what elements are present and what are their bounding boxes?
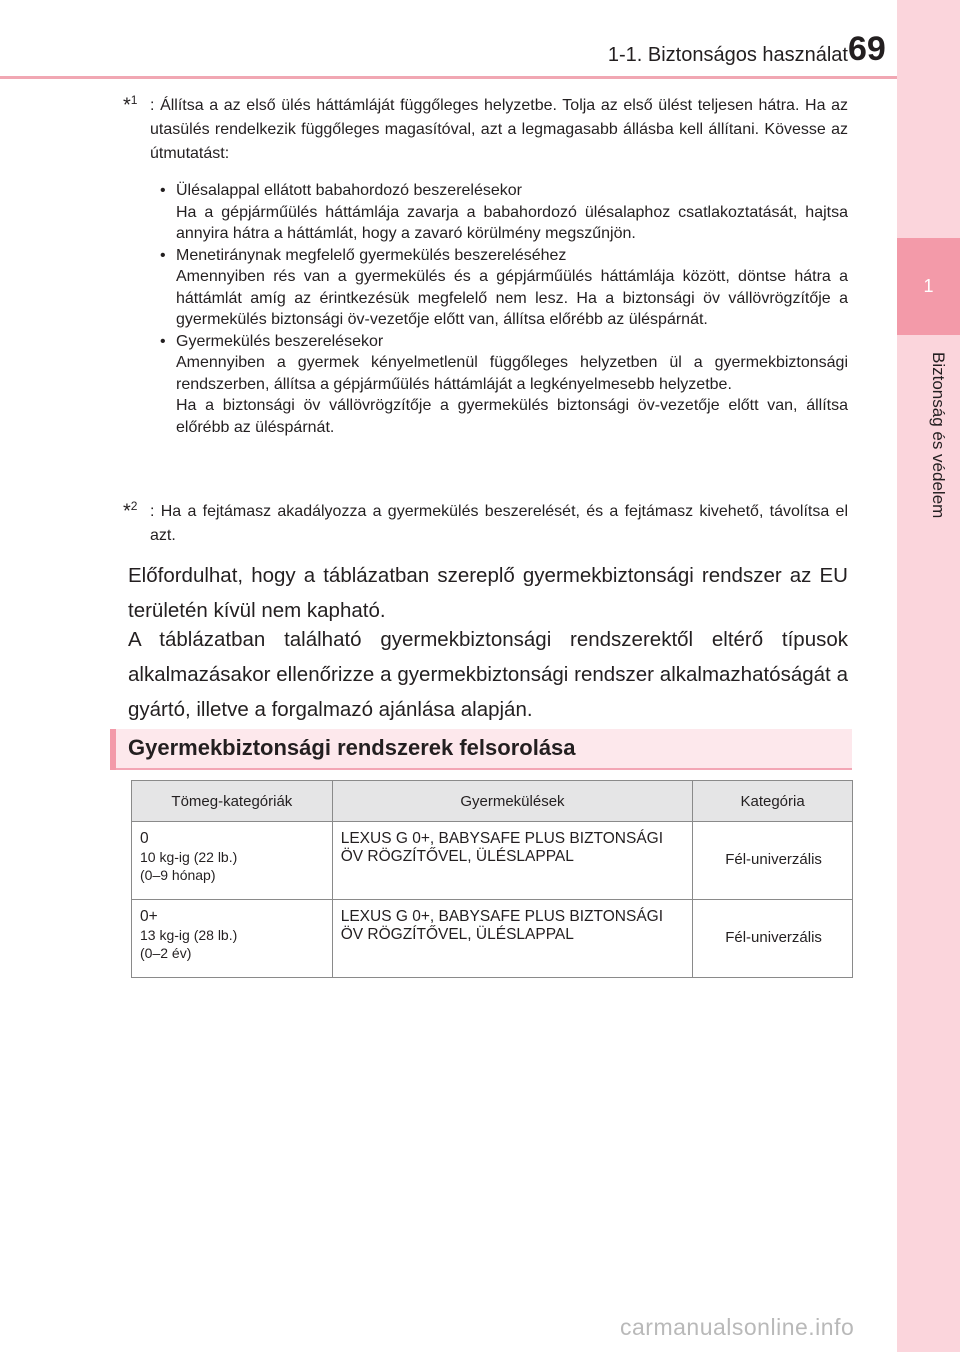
- bullet-title: Ülésalappal ellátott babahordozó beszerelésekor: [176, 182, 522, 199]
- category-cell: Fél-univerzális: [693, 822, 853, 900]
- category-cell: Fél-univerzális: [693, 900, 853, 978]
- child-seat-cell: LEXUS G 0+, BABYSAFE PLUS BIZTONSÁGI ÖV RÖGZÍTŐVEL, ÜLÉSLAPPAL: [332, 900, 692, 978]
- section-title: Gyermekbiztonsági rendszerek felsorolása: [128, 735, 576, 760]
- bullet-icon: •: [160, 182, 166, 199]
- footnote-text: : Ha a fejtámasz akadályozza a gyermekülés beszerelését, és a fejtámasz kivehető, távolítsa el azt.: [150, 503, 848, 544]
- chapter-sidebar: [897, 0, 960, 1352]
- paragraph: Előfordulhat, hogy a táblázatban szereplő gyermekbiztonsági rendszer az EU területén kívül nem kapható.: [128, 564, 848, 622]
- chapter-number: 1: [923, 276, 934, 296]
- bullet-icon: •: [160, 332, 166, 350]
- weight-label: 13 kg-ig (28 lb.): [140, 927, 238, 943]
- child-seat-cell: LEXUS G 0+, BABYSAFE PLUS BIZTONSÁGI ÖV RÖGZÍTŐVEL, ÜLÉSLAPPAL: [332, 822, 692, 900]
- weight-category-cell: [132, 900, 333, 978]
- weight-category-cell: [132, 822, 333, 900]
- bullet-icon: •: [160, 246, 166, 264]
- footnote-2: [123, 499, 848, 548]
- age-label: (0–9 hónap): [140, 867, 216, 883]
- column-header: Gyermekülések: [332, 781, 692, 822]
- running-header: 1-1. Biztonságos használat: [607, 44, 848, 66]
- child-seat-table: [131, 780, 853, 978]
- footnote-marker: *$^2$: [123, 499, 138, 523]
- bullet-text: Amennyiben rés van a gyermekülés és a gépjárműülés háttámlája között, döntse hátra a háttámlát amíg az érintkezésük megfelelő nem lesz. Ha a biztonsági öv vállövrögzítője a gyermekülés biztonsági öv-vezetője előtt van, állítsa előrébb az üléspárnát.: [176, 268, 848, 328]
- paragraph: A táblázatban található gyermekbiztonsági rendszerektől eltérő típusok alkalmazásakor ellenőrizze a gyermekbiztonsági rendszer alkalmazhatóságát a gyártó, illetve a forgalmazó ajánlása alapján.: [128, 628, 848, 721]
- bullet-title: Menetiránynak megfelelő gyermekülés beszereléséhez: [176, 246, 567, 264]
- table-row: [132, 822, 853, 900]
- footnote-1: [123, 93, 848, 166]
- bullet-list: [158, 180, 848, 438]
- footnote-marker: *$^1$: [123, 93, 138, 117]
- group-label: 0+: [140, 908, 158, 925]
- bullet-title: Gyermekülés beszerelésekor: [176, 332, 384, 350]
- section-accent: [110, 729, 116, 770]
- bullet-text: Ha a gépjárműülés háttámlája zavarja a babahordozó ülésalaphoz csatlakoztatását, hajtsa annyira hátra a háttámlát, hogy a zavaró körülmény megszűnjön.: [176, 203, 848, 242]
- column-header: Tömeg-kategóriák: [132, 781, 333, 822]
- group-label: 0: [140, 830, 149, 847]
- weight-label: 10 kg-ig (22 lb.): [140, 849, 238, 865]
- age-label: (0–2 év): [140, 945, 192, 961]
- table-header-row: [132, 781, 853, 822]
- table-row: [132, 900, 853, 978]
- list-item: [158, 180, 848, 245]
- footnote-text: : Állítsa a az első ülés háttámláját függőleges helyzetbe. Tolja az első ülést teljesen hátra. Ha az utasülés rendelkezik függőleges magasítóval, azt a legmagasabb állásba kell állítani. Kövesse az útmutatást:: [150, 97, 848, 162]
- chapter-title: Biztonság és védelem: [929, 352, 948, 519]
- header-rule: [0, 76, 897, 79]
- bullet-text: Amennyiben a gyermek kényelmetlenül függőleges helyzetben ül a gyermekbiztonsági rendszerben, állítsa a gépjárműülés háttámláját a legkényelmesebb helyzetbe.: [176, 354, 848, 393]
- bullet-text-2: Ha a biztonsági öv vállövrögzítője a gyermekülés biztonsági öv-vezetője előtt van, állítsa előrébb az üléspárnát.: [176, 397, 848, 436]
- watermark: carmanualsonline.info: [620, 1314, 855, 1340]
- list-item: [158, 245, 848, 331]
- list-item: [158, 331, 848, 439]
- page-number: 69: [848, 30, 886, 68]
- column-header: Kategória: [693, 781, 853, 822]
